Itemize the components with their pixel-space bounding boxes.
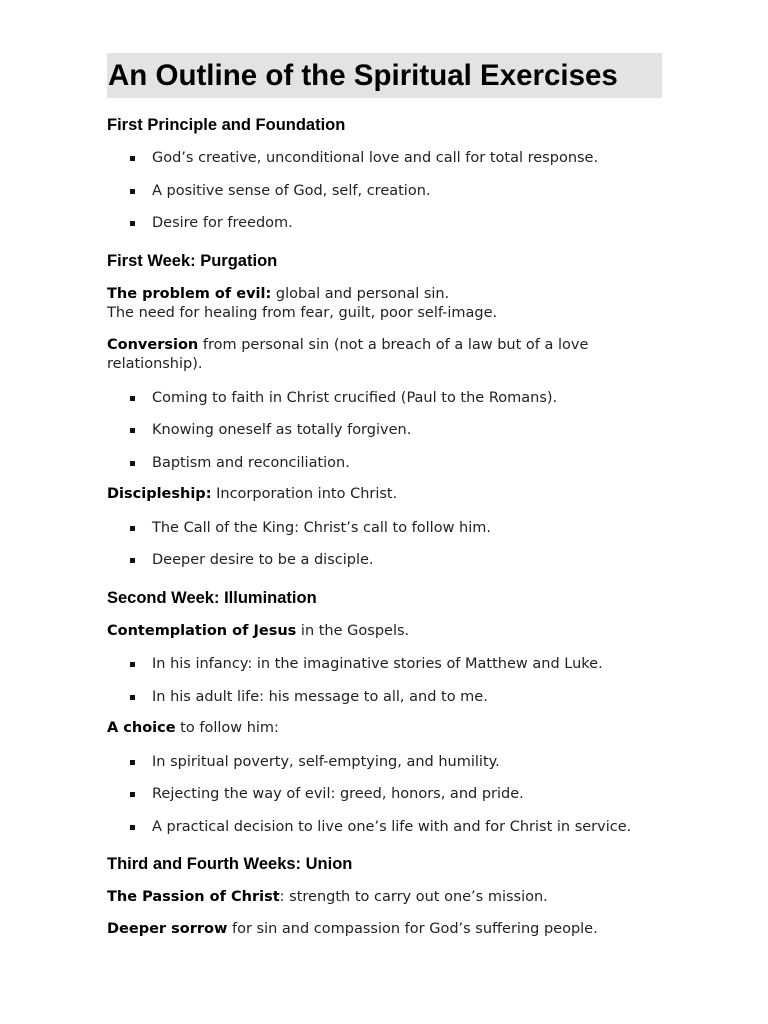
term-label: Contemplation of Jesus (107, 622, 297, 639)
list-item-text: In spiritual poverty, self-emptying, and humility. (152, 753, 500, 770)
bullet-square-icon (130, 428, 135, 433)
list-item (107, 149, 687, 169)
term-label: The problem of evil: (107, 285, 272, 302)
bullet-square-icon (130, 695, 135, 700)
conversion-paragraph (107, 336, 687, 375)
list-item (107, 519, 687, 539)
list-item (107, 551, 687, 571)
passion-paragraph (107, 888, 687, 908)
bullet-square-icon (130, 221, 135, 226)
bullet-square-icon (130, 396, 135, 401)
bullet-square-icon (130, 662, 135, 667)
title-banner (107, 53, 662, 98)
choice-paragraph (107, 719, 687, 739)
term-label: The Passion of Christ (107, 889, 280, 905)
discipleship-paragraph (107, 485, 687, 505)
contemplation-list (107, 655, 687, 707)
term-text: for sin and compassion for God’s suffering people. (227, 920, 598, 937)
list-item-text: Desire for freedom. (152, 215, 293, 231)
conversion-list (107, 389, 687, 474)
term-text: Incorporation into Christ. (211, 486, 398, 502)
list-item-text: Baptism and reconciliation. (152, 454, 350, 471)
term-label: Discipleship: (107, 486, 212, 502)
bullet-square-icon (130, 792, 135, 797)
problem-of-evil-paragraph (107, 285, 687, 324)
bullet-square-icon (130, 189, 135, 194)
list-item (107, 818, 687, 838)
first-principle-list (107, 149, 687, 234)
term-label: A choice (107, 720, 176, 736)
term-text-line2: The need for healing from fear, guilt, poor self-image. (107, 305, 498, 321)
list-item-text: A practical decision to live one’s life with and for Christ in service. (152, 818, 632, 835)
contemplation-paragraph (107, 622, 687, 642)
list-item (107, 753, 687, 773)
term-label: Deeper sorrow (107, 920, 228, 937)
list-item (107, 785, 687, 805)
bullet-square-icon (130, 156, 135, 161)
list-item (107, 655, 687, 675)
list-item (107, 214, 687, 234)
bullet-square-icon (130, 760, 135, 765)
section-heading-first-week: First Week: Purgation (107, 251, 278, 270)
list-item (107, 182, 687, 202)
section-heading-first-principle: First Principle and Foundation (107, 116, 346, 134)
list-item-text: A positive sense of God, self, creation. (152, 182, 431, 199)
term-text: from personal sin (not a breach of a law but of a love relationship). (107, 336, 589, 372)
list-item-text: In his infancy: in the imaginative stories of Matthew and Luke. (152, 656, 603, 672)
bullet-square-icon (130, 461, 135, 466)
list-item (107, 421, 687, 441)
page-title: An Outline of the Spiritual Exercises (108, 58, 618, 92)
list-item (107, 688, 687, 708)
section-heading-third-fourth-weeks: Third and Fourth Weeks: Union (107, 855, 353, 873)
list-item-text: Deeper desire to be a disciple. (152, 552, 374, 568)
term-label: Conversion (107, 336, 199, 353)
list-item-text: Coming to faith in Christ crucified (Paul to the Romans). (152, 389, 558, 406)
term-text: in the Gospels. (296, 622, 410, 639)
list-item-text: Knowing oneself as totally forgiven. (152, 422, 412, 438)
list-item-text: In his adult life: his message to all, and to me. (152, 688, 488, 705)
list-item (107, 389, 687, 409)
document-page (107, 53, 687, 939)
bullet-square-icon (130, 558, 135, 563)
term-text: : strength to carry out one’s mission. (279, 889, 548, 905)
list-item-text: Rejecting the way of evil: greed, honors, and pride. (152, 786, 524, 802)
list-item-text: God’s creative, unconditional love and call for total response. (152, 150, 599, 166)
sorrow-paragraph (107, 920, 687, 940)
choice-list (107, 753, 687, 838)
bullet-square-icon (130, 825, 135, 830)
bullet-square-icon (130, 526, 135, 531)
list-item-text: The Call of the King: Christ’s call to follow him. (152, 519, 492, 536)
term-text: to follow him: (175, 720, 279, 736)
list-item (107, 454, 687, 474)
discipleship-list (107, 519, 687, 571)
term-text: global and personal sin. (271, 285, 450, 302)
section-heading-second-week: Second Week: Illumination (107, 588, 317, 607)
